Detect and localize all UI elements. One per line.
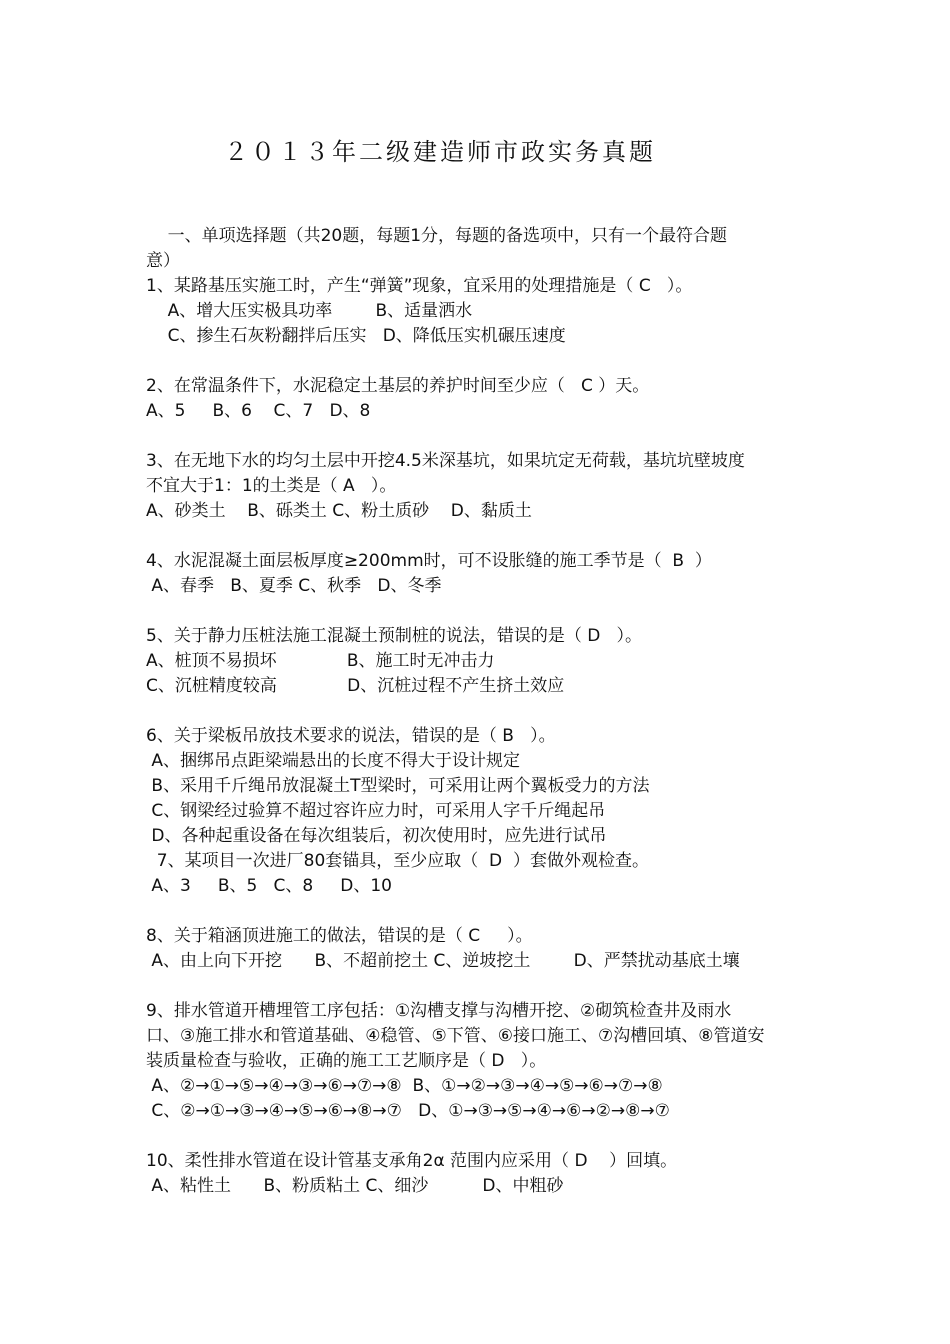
- question-9: 9、排水管道开槽埋管工序包括：①沟槽支撑与沟槽开挖、②砌筑检查井及雨水: [146, 1001, 732, 1021]
- question-10: 10、柔性排水管道在设计管基支承角2α 范围内应采用（ D ）回填。: [146, 1151, 678, 1171]
- question-9-options-cd: C、②→①→③→④→⑤→⑥→⑧→⑦ D、①→③→⑤→④→⑥→②→⑧→⑦: [146, 1101, 670, 1121]
- question-4-options: A、春季 B、夏季 C、秋季 D、冬季: [146, 576, 442, 596]
- question-7: 7、某项目一次进厂80套锚具，至少应取（ D ）套做外观检查。: [146, 851, 649, 871]
- question-6: 6、关于梁板吊放技术要求的说法，错误的是（ B ）。: [146, 726, 556, 746]
- question-8: 8、关于箱涵顶进施工的做法，错误的是（ C ）。: [146, 926, 533, 946]
- question-10-options: A、粘性土 B、粉质粘土 C、细沙 D、中粗砂: [146, 1176, 564, 1196]
- question-3: 3、在无地下水的均匀土层中开挖4.5米深基坑，如果坑定无荷载，基坑坑壁坡度: [146, 451, 745, 471]
- section-heading: 一、单项选择题（共20题，每题1分，每题的备选项中，只有一个最符合题: [146, 226, 728, 246]
- question-7-options: A、3 B、5 C、8 D、10: [146, 876, 392, 896]
- question-1: 1、某路基压实施工时，产生“弹簧”现象，宜采用的处理措施是（ C ）。: [146, 276, 693, 296]
- question-3-options: A、砂类土 B、砾类土 C、粉土质砂 D、黏质土: [146, 501, 532, 521]
- page-title: ２０１３年二级建造师市政实务真题: [224, 138, 656, 166]
- question-9-options-ab: A、②→①→⑤→④→③→⑥→⑦→⑧ B、①→②→③→④→⑤→⑥→⑦→⑧: [146, 1076, 663, 1096]
- question-5: 5、关于静力压桩法施工混凝土预制桩的说法，错误的是（ D ）。: [146, 626, 643, 646]
- question-5-options-ab: A、桩顶不易损坏 B、施工时无冲击力: [146, 651, 495, 671]
- question-6-option-d: D、各种起重设备在每次组装后，初次使用时，应先进行试吊: [146, 826, 607, 846]
- question-9-cont-2: 装质量检查与验收，正确的施工工艺顺序是（ D ）。: [146, 1051, 547, 1071]
- question-9-cont-1: 口、③施工排水和管道基础、④稳管、⑤下管、⑥接口施工、⑦沟槽回填、⑧管道安: [146, 1026, 765, 1046]
- question-8-options: A、由上向下开挖 B、不超前挖土 C、逆坡挖土 D、严禁扰动基底土壤: [146, 951, 740, 971]
- question-3-cont: 不宜大于1：1的土类是（ A ）。: [146, 476, 397, 496]
- question-1-options-cd: C、掺生石灰粉翻拌后压实 D、降低压实机碾压速度: [146, 326, 566, 346]
- question-4: 4、水泥混凝土面层板厚度≥200mm时，可不设胀缝的施工季节是（ B ）: [146, 551, 712, 571]
- question-5-options-cd: C、沉桩精度较高 D、沉桩过程不产生挤土效应: [146, 676, 565, 696]
- question-2: 2、在常温条件下，水泥稳定土基层的养护时间至少应（ C ）天。: [146, 376, 650, 396]
- question-6-option-b: B、采用千斤绳吊放混凝土T型梁时，可采用让两个翼板受力的方法: [146, 776, 650, 796]
- question-2-options: A、5 B、6 C、7 D、8: [146, 401, 371, 421]
- question-6-option-c: C、钢梁经过验算不超过容许应力时，可采用人字千斤绳起吊: [146, 801, 606, 821]
- question-1-options-ab: A、增大压实极具功率 B、适量洒水: [146, 301, 473, 321]
- section-heading-cont: 意）: [146, 251, 180, 271]
- question-6-option-a: A、捆绑吊点距梁端悬出的长度不得大于设计规定: [146, 751, 521, 771]
